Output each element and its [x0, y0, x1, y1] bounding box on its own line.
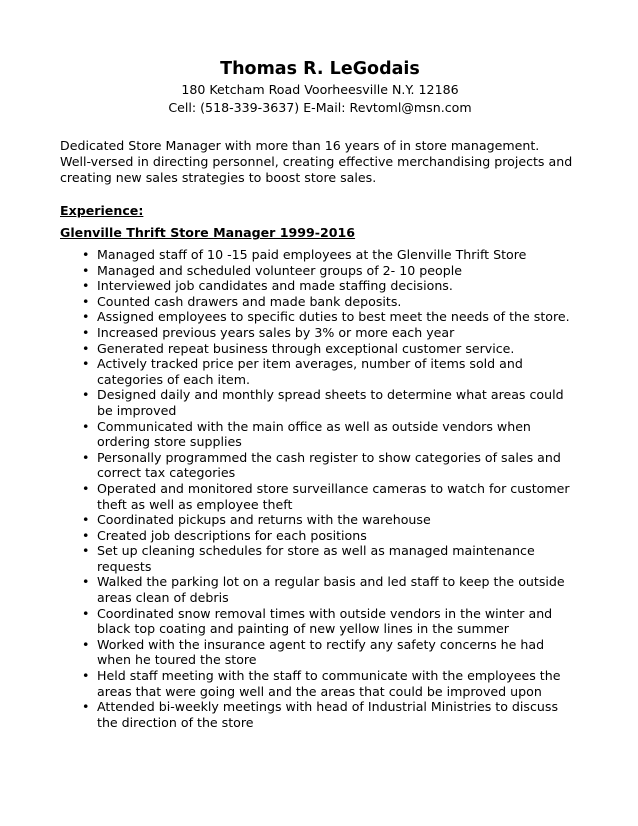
duty-text: ordering store supplies — [97, 434, 242, 450]
bullet-icon: • — [82, 309, 90, 325]
duty-item — [60, 606, 580, 637]
duty-item — [60, 341, 580, 357]
bullet-icon: • — [82, 293, 90, 309]
duty-text: Increased previous years sales by 3% or more each year — [97, 324, 455, 340]
duty-item — [60, 294, 580, 310]
contact-info: Cell: (518-339-3637) E-Mail: Revtoml@msn.com — [168, 100, 472, 115]
job-title: Glenville Thrift Store Manager 1999-2016 — [60, 225, 356, 240]
bullet-icon: • — [82, 418, 90, 434]
duties-list — [60, 247, 580, 730]
duty-item — [60, 263, 580, 279]
duty-item — [60, 543, 580, 574]
summary — [60, 138, 580, 186]
duty-item — [60, 387, 580, 418]
duty-text: Operated and monitored store surveillance cameras to watch for customer — [97, 480, 570, 496]
candidate-name: Thomas R. LeGodais — [220, 59, 420, 79]
duty-text: Communicated with the main office as well as outside vendors when — [97, 418, 531, 434]
bullet-icon: • — [82, 605, 90, 621]
duty-text: Generated repeat business through exceptional customer service. — [97, 340, 515, 356]
bullet-icon: • — [82, 636, 90, 652]
duty-item — [60, 512, 580, 528]
duty-text: Designed daily and monthly spread sheets to determine what areas could — [97, 387, 564, 403]
duty-text: areas that were going well and the areas that could be improved upon — [97, 683, 542, 699]
duty-item — [60, 574, 580, 605]
summary-line: creating new sales strategies to boost store sales. — [60, 170, 377, 185]
summary-line: Well-versed in directing personnel, creating effective merchandising projects and — [60, 154, 573, 169]
duty-item — [60, 450, 580, 481]
duty-text: Managed staff of 10 -15 paid employees at the Glenville Thrift Store — [97, 247, 527, 262]
duty-text: requests — [97, 558, 152, 574]
duty-text: Actively tracked price per item averages, number of items sold and — [97, 356, 523, 372]
duty-text: Set up cleaning schedules for store as well as managed maintenance — [97, 543, 535, 559]
bullet-icon: • — [82, 387, 90, 403]
duty-text: Created job descriptions for each positions — [97, 527, 367, 543]
duty-item — [60, 309, 580, 325]
bullet-icon: • — [82, 278, 90, 294]
bullet-icon: • — [82, 543, 90, 559]
bullet-icon: • — [82, 324, 90, 340]
bullet-icon: • — [82, 668, 90, 684]
duty-item — [60, 481, 580, 512]
bullet-icon: • — [82, 699, 90, 715]
duty-text: Assigned employees to specific duties to best meet the needs of the store. — [97, 309, 570, 325]
duty-text: Attended bi-weekly meetings with head of Industrial Ministries to discuss — [97, 699, 558, 715]
duty-text: Personally programmed the cash register to show categories of sales and — [97, 449, 561, 465]
duty-text: categories of each item. — [97, 371, 250, 387]
duty-text: Coordinated snow removal times with outside vendors in the winter and — [97, 605, 553, 621]
duty-item — [60, 278, 580, 294]
duty-text: Coordinated pickups and returns with the warehouse — [97, 512, 431, 528]
duty-text: Held staff meeting with the staff to communicate with the employees the — [97, 668, 561, 684]
duty-text: theft as well as employee theft — [97, 496, 293, 512]
duty-text: when he toured the store — [97, 652, 257, 668]
bullet-icon: • — [82, 449, 90, 465]
duty-item — [60, 668, 580, 699]
duty-item — [60, 528, 580, 544]
bullet-icon: • — [82, 512, 90, 528]
experience-heading: Experience: — [60, 203, 144, 218]
bullet-icon: • — [82, 527, 90, 543]
duty-text: black top coating and painting of new yellow lines in the summer — [97, 621, 509, 637]
bullet-icon: • — [82, 480, 90, 496]
duty-item — [60, 247, 580, 263]
duty-text: correct tax categories — [97, 465, 236, 481]
duty-text: areas clean of debris — [97, 590, 229, 606]
duty-text: be improved — [97, 402, 177, 418]
bullet-icon: • — [82, 356, 90, 372]
duty-text: Walked the parking lot on a regular basis and led staff to keep the outside — [97, 574, 565, 590]
address: 180 Ketcham Road Voorheesville N.Y. 12186 — [181, 82, 459, 97]
bullet-icon: • — [82, 574, 90, 590]
bullet-icon: • — [82, 340, 90, 356]
duty-item — [60, 325, 580, 341]
bullet-icon: • — [82, 262, 90, 278]
duty-text: Managed and scheduled volunteer groups of 2- 10 people — [97, 262, 462, 278]
duty-item — [60, 419, 580, 450]
summary-line: Dedicated Store Manager with more than 16 years of in store management. — [60, 138, 540, 153]
duty-text: Interviewed job candidates and made staffing decisions. — [97, 278, 453, 294]
duty-item — [60, 637, 580, 668]
duty-item — [60, 356, 580, 387]
duty-text: Counted cash drawers and made bank deposits. — [97, 293, 402, 309]
duty-text: Worked with the insurance agent to rectify any safety concerns he had — [97, 636, 545, 652]
duty-item — [60, 699, 580, 730]
duty-text: the direction of the store — [97, 714, 254, 730]
bullet-icon: • — [82, 247, 90, 262]
